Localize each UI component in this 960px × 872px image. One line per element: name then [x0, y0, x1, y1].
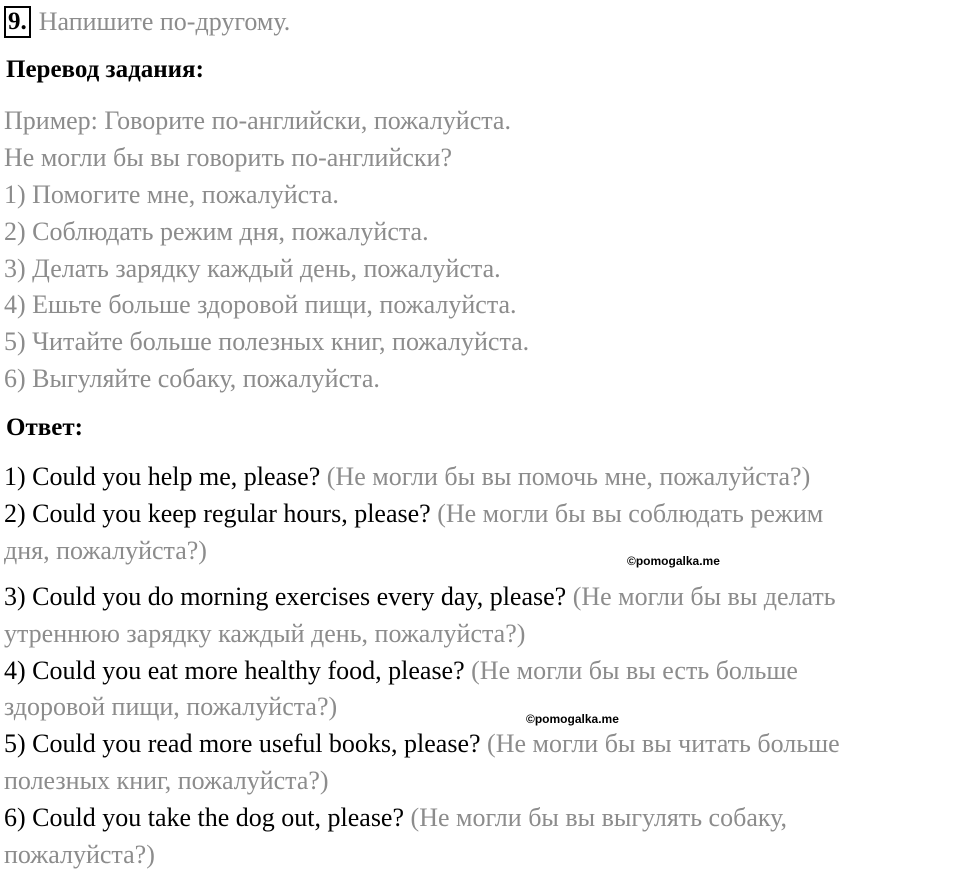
task-header [4, 4, 290, 40]
answer-russian: (Не могли бы вы читать больше [487, 729, 840, 758]
watermark: ©pomogalka.me [526, 712, 619, 726]
answer-english: 5) Could you read more useful books, please? [4, 729, 481, 758]
watermark: ©pomogalka.me [627, 554, 720, 568]
translation-line: 5) Читайте больше полезных книг, пожалуйста. [4, 327, 530, 356]
answer-item [4, 499, 823, 529]
answer-russian: (Не могли бы вы делать [572, 582, 836, 611]
answer-russian: (Не могли бы вы выгулять собаку, [410, 803, 788, 832]
translation-line: 2) Соблюдать режим дня, пожалуйста. [4, 217, 429, 246]
answer-english: 3) Could you do morning exercises every day, please? [4, 582, 567, 611]
answer-english: 4) Could you eat more healthy food, please? [4, 656, 465, 685]
answer-item [4, 582, 836, 612]
answer-item [4, 803, 787, 833]
translation-line: Не могли бы вы говорить по-английски? [4, 143, 452, 172]
translation-line: 4) Ешьте больше здоровой пищи, пожалуйста. [4, 290, 517, 319]
translation-line: 6) Выгуляйте собаку, пожалуйста. [4, 364, 380, 393]
answer-russian-continuation: утреннюю зарядку каждый день, пожалуйста?) [4, 619, 526, 648]
answer-item [4, 462, 810, 492]
translation-line: Пример: Говорите по-английски, пожалуйста. [4, 106, 511, 135]
answer-english: 6) Could you take the dog out, please? [4, 803, 405, 832]
task-number: 9. [4, 6, 31, 38]
answer-item [4, 729, 840, 759]
answer-russian-continuation: здоровой пищи, пожалуйста?) [4, 692, 338, 721]
answer-russian: (Не могли бы вы есть больше [471, 656, 798, 685]
answer-english: 1) Could you help me, please? [4, 462, 321, 491]
answer-russian: (Не могли бы вы соблюдать режим [437, 499, 824, 528]
task-title: Напишите по-другому. [38, 7, 291, 36]
answer-english: 2) Could you keep regular hours, please? [4, 499, 431, 528]
answer-russian-continuation: полезных книг, пожалуйста?) [4, 766, 329, 795]
answer-russian-continuation: пожалуйста?) [4, 840, 155, 869]
answer-heading: Ответ: [6, 414, 83, 441]
translation-line: 3) Делать зарядку каждый день, пожалуйста. [4, 254, 501, 283]
translation-heading: Перевод задания: [6, 56, 204, 83]
answer-russian-continuation: дня, пожалуйста?) [4, 536, 207, 565]
answer-item [4, 656, 798, 686]
translation-line: 1) Помогите мне, пожалуйста. [4, 180, 339, 209]
answer-russian: (Не могли бы вы помочь мне, пожалуйста?) [326, 462, 811, 491]
